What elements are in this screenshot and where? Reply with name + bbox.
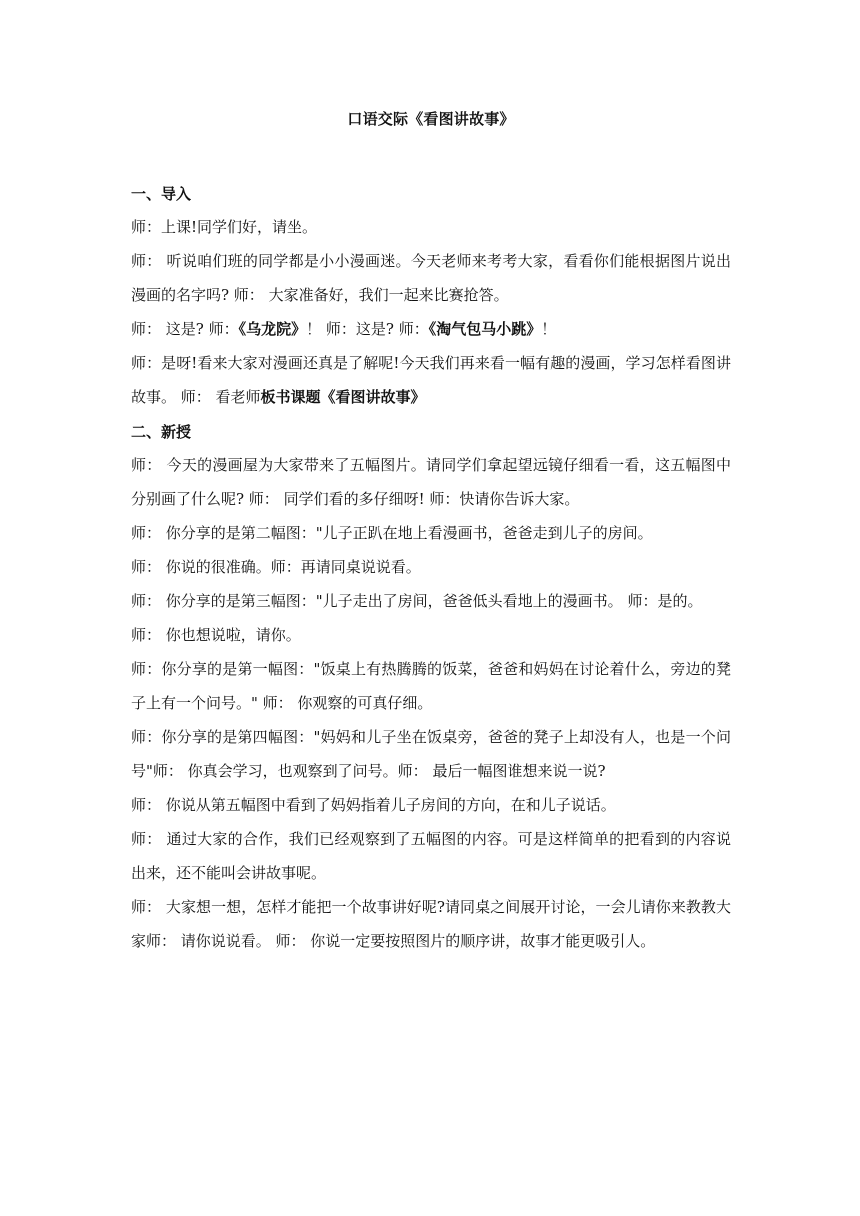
dialogue-paragraph (131, 618, 731, 652)
bold-text-run: 《淘气包马小跳》 (428, 320, 542, 338)
text-run: 师： 你分享的是第三幅图："儿子走出了房间，爸爸低头看地上的漫画书。 师：是的。 (131, 592, 703, 610)
dialogue-paragraph (131, 550, 731, 584)
text-run: 师： 大家想一想，怎样才能把一个故事讲好呢?请同桌之间展开讨论，一会儿请你来教教大家师： 请你说说看。 师： 你说一定要按照图片的顺序讲，故事才能更吸引人。 (131, 898, 731, 950)
text-run: 师： 你分享的是第二幅图："儿子正趴在地上看漫画书，爸爸走到儿子的房间。 (131, 524, 653, 542)
text-run: 师：上课!同学们好，请坐。 (131, 218, 318, 236)
text-run: 师：你分享的是第四幅图："妈妈和儿子坐在饭桌旁，爸爸的凳子上却没有人，也是一个问号"师： 你真会学习，也观察到了问号。师： 最后一幅图谁想来说一说? (131, 728, 731, 780)
document-sections (131, 176, 731, 958)
dialogue-paragraph (131, 788, 731, 822)
text-run: ！ (541, 320, 557, 338)
bold-text-run: 板书课题《看图讲故事》 (260, 388, 426, 406)
text-run: 师：你分享的是第一幅图："饭桌上有热腾腾的饭菜，爸爸和妈妈在讨论着什么，旁边的凳子上有一个问号。" 师： 你观察的可真仔细。 (131, 660, 731, 712)
bold-text-run: 《乌龙院》 (238, 320, 307, 338)
text-run: 师： 你说从第五幅图中看到了妈妈指着儿子房间的方向，在和儿子说话。 (131, 796, 616, 814)
dialogue-paragraph (131, 890, 731, 958)
document-body (131, 106, 731, 958)
section-heading: 二、新授 (131, 423, 192, 441)
section-heading: 一、导入 (131, 185, 192, 203)
text-run: 师： 你也想说啦，请你。 (131, 626, 301, 644)
dialogue-paragraph (131, 346, 731, 414)
dialogue-paragraph (131, 210, 731, 244)
document-title: 口语交际《看图讲故事》 (347, 110, 515, 128)
text-run: 师： 这是? 师： (131, 320, 239, 338)
dialogue-paragraph (131, 244, 731, 312)
text-run: 师： 听说咱们班的同学都是小小漫画迷。今天老师来考考大家，看看你们能根据图片说出漫画的名字吗? 师： 大家准备好，我们一起来比赛抢答。 (131, 252, 731, 304)
dialogue-paragraph (131, 822, 731, 890)
text-run: 师： 通过大家的合作，我们已经观察到了五幅图的内容。可是这样简单的把看到的内容说出来，还不能叫会讲故事呢。 (131, 830, 731, 882)
dialogue-paragraph (131, 652, 731, 720)
text-run: ！ 师：这是? 师： (306, 320, 429, 338)
dialogue-paragraph (131, 448, 731, 516)
text-run: 师：是呀!看来大家对漫画还真是了解呢!今天我们再来看一幅有趣的漫画，学习怎样看图讲故事。 师： 看老师 (131, 354, 731, 406)
dialogue-paragraph (131, 720, 731, 788)
dialogue-paragraph (131, 312, 731, 346)
dialogue-paragraph (131, 516, 731, 550)
text-run: 师： 今天的漫画屋为大家带来了五幅图片。请同学们拿起望远镜仔细看一看，这五幅图中分别画了什么呢? 师： 同学们看的多仔细呀! 师：快请你告诉大家。 (131, 456, 731, 508)
dialogue-paragraph (131, 584, 731, 618)
text-run: 师： 你说的很准确。师：再请同桌说说看。 (131, 558, 421, 576)
